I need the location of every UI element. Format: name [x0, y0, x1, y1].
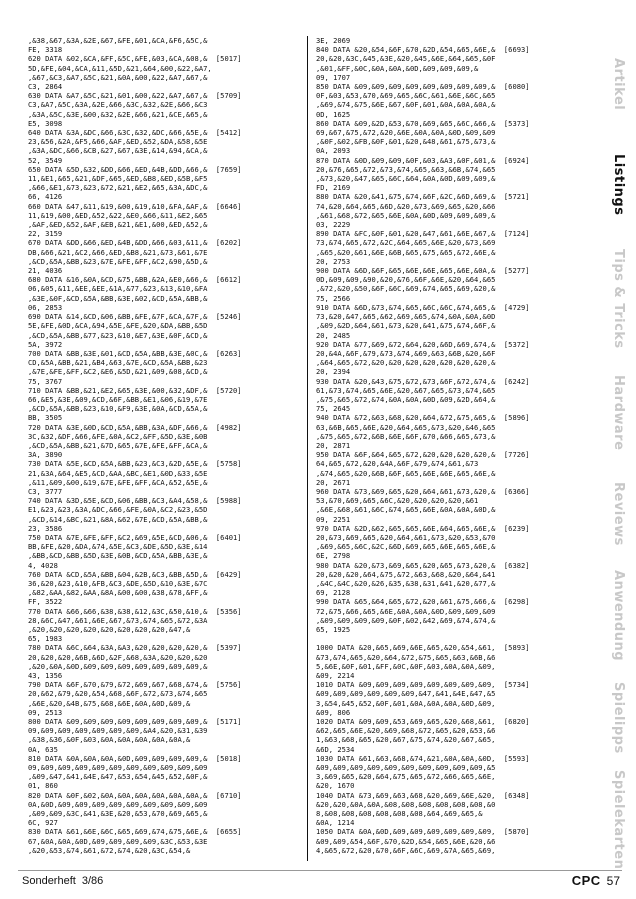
section-tab-tips-tricks: Tips & Tricks: [596, 240, 626, 358]
section-tab-reviews: Reviews: [596, 468, 626, 560]
brand-logo: CPC: [571, 873, 601, 888]
basic-data-listing-left: ,&38,&67,&3A,&2E,&67,&FE,&01,&CA,&F6,&5C,& FE, 3318 620 DATA &02,&CA,&FF,&5C,&FE,&03,&CA,&08,& [5017] 5D,&FE,&04,&CA,&11,&5D,&21,&64,&00,&22,&A7, ,&67,&C3,&A7,&5C,&21,&0A,&00,&22,&A7,&67,& C3, 2864 630 DATA &A7,&5C,&21,&01,&00,&22,&A7,&67,& [5709] C3,&A7,&5C,&3A,&2E,&66,&3C,&32,&2E,&66,&C3 ,&3A,&5C,&3E,&00,&32,&2E,&66,&21,&CE,&65,& E5, 3098 640 DATA &3A,&DC,&66,&3C,&32,&DC,&66,&5E,& [5412] 23,&56,&2A,&F5,&66,&AF,&ED,&52,&DA,&58,&5E ,&3A,&DC,&66,&CB,&27,&67,&3E,&14,&94,&CA,& 52, 3549 650 DATA &5D,&32,&DD,&66,&ED,&4B,&DD,&66,& [7659] 11,&E1,&65,&21,&DF,&65,&ED,&B8,&ED,&5B,&F5 ,&66,&E1,&73,&23,&72,&21,&E2,&65,&3A,&DC,& 66, 4126 660 DATA &47,&11,&19,&00,&19,&10,&FA,&AF,& [6646] 11,&19,&00,&ED,&52,&22,&E0,&66,&11,&E2,&65 ,&AF,&ED,&52,&AF,&EB,&21,&E1,&00,&ED,&52,& 22, 3159 670 DATA &DD,&66,&ED,&4B,&DD,&66,&03,&11,& [6202] DB,&66,&21,&C2,&66,&ED,&B8,&21,&73,&61,&7E ,&CD,&5A,&BB,&23,&7E,&FE,&FF,&C2,&90,&5D,& 21, 4036 680 DATA &16,&0A,&CD,&75,&BB,&2A,&E0,&66,& [6612] 06,&05,&11,&EE,&EE,&1A,&77,&23,&13,&10,&FA ,&3E,&0F,&CD,&5A,&BB,&3E,&02,&CD,&5A,&BB,& 06, 2853 690 DATA &14,&CD,&06,&BB,&FE,&7F,&CA,&7F,& [5246] 5E,&FE,&0D,&CA,&94,&5E,&FE,&20,&DA,&BB,&5D ,&CD,&5A,&BB,&77,&23,&10,&E7,&3E,&0F,&CD,& 5A, 3972 700 DATA &BB,&3E,&01,&CD,&5A,&BB,&3E,&0C,& [6263] CD,&5A,&BB,&21,&B4,&63,&7E,&CD,&5A,&BB,&23 ,&7E,&FE,&FF,&C2,&E6,&5D,&21,&09,&08,&CD,& 75, 3767 710 DATA &BB,&21,&E2,&65,&3E,&00,&32,&DF,& [5720] 66,&E5,&3E,&09,&CD,&6F,&BB,&E1,&06,&19,&7E ,&CD,&5A,&BB,&23,&10,&F9,&3E,&0A,&CD,&5A,& BB, 3505 720 DATA &3E,&0D,&CD,&5A,&BB,&3A,&DF,&66,& [4982] 3C,&32,&DF,&66,&FE,&0A,&C2,&FF,&5D,&3E,&0B ,&CD,&5A,&BB,&21,&7D,&65,&7E,&FE,&FF,&CA,& 3A, 3890 730 DATA &5E,&CD,&5A,&BB,&23,&C3,&2D,&5E,& [5758] 21,&3A,&64,&E5,&CD,&AA,&BC,&E1,&0D,&33,&5E ,&11,&09,&00,&19,&7E,&FE,&FF,&CA,&52,&5E,& C3, 3777 740 DATA &3D,&5E,&CD,&06,&BB,&C3,&A4,&58,& [5988] E1,&23,&23,&3A,&DC,&66,&FE,&0A,&C2,&23,&5D ,&CD,&14,&BC,&21,&8A,&62,&7E,&CD,&5A,&BB,& 23, 3586 750 DATA &7E,&FE,&FF,&C2,&69,&5E,&CD,&06,& [6401] BB,&FE,&20,&DA,&74,&5E,&C3,&DE,&5D,&3E,&14 ,&BB,&CD,&BB,&5D,&3E,&0B,&CD,&5A,&BB,&3E,& 4, 4028 760 DATA &CD,&5A,&BB,&04,&2B,&C3,&BB,&5D,& [6429] 36,&20,&23,&10,&FB,&C3,&DE,&5D,&10,&3E,&7C ,&82,&AA,&82,&AA,&8A,&00,&00,&38,&78,&FF,& FF, 3522 770 DATA &66,&66,&38,&38,&12,&3C,&50,&10,& [5356] 28,&6C,&47,&61,&6E,&67,&73,&74,&65,&72,&3A ,&20,&20,&20,&20,&20,&20,&20,&20,&47,& 65, 1983 780 DATA &6C,&64,&3A,&A3,&20,&20,&20,&20,& [5397] 20,&20,&20,&6B,&6D,&2F,&68,&3A,&20,&20,&20 ,&20,&0A,&0D,&09,&09,&09,&09,&09,&09,&09,& 43, 1356 790 DATA &6F,&70,&79,&72,&69,&67,&68,&74,& [5756] 20,&62,&79,&20,&54,&68,&6F,&72,&73,&74,&65 ,&6E,&20,&4B,&75,&68,&6E,&0A,&0D,&09,& 09, 2513 800 DATA &09,&09,&09,&09,&09,&09,&09,&09,& [5171] 09,&09,&09,&09,&09,&09,&09,&A4,&20,&31,&39 ,&38,&36,&0F,&03,&0A,&0A,&0A,&0A,&0A,& 0A, 635 810 DATA &0A,&0A,&0A,&0D,&09,&09,&09,&09,& [5018] 09,&09,&09,&09,&09,&09,&09,&09,&09,&09,&09 ,&09,&47,&41,&4E,&47,&53,&54,&45,&52,&0F,& 01, 860 820 DATA &0F,&02,&0A,&0A,&0A,&0A,&0A,&0A,& [6710] 0A,&0D,&09,&09,&09,&09,&09,&09,&09,&09,&09 ,&09,&09,&3C,&41,&3E,&20,&53,&70,&69,&65,& 6C, 927 830 DATA &61,&6E,&6C,&65,&69,&74,&75,&6E,& [6655] 67,&0A,&0A,&0D,&09,&09,&09,&09,&3C,&53,&3E ,&20,&53,&74,&61,&72,&74,&20,&3C,&54,&: [28, 36, 242, 855]
column-divider: [307, 36, 308, 861]
section-tab-artikel: Artikel: [596, 38, 626, 130]
section-tab-listings: Listings: [596, 136, 626, 234]
page-number: 57: [606, 874, 620, 888]
section-tabs-sidebar: [594, 38, 628, 868]
footer-page-info: [572, 873, 620, 888]
listing-column-right: [316, 36, 595, 861]
listing-column-left: [28, 36, 307, 861]
footer-publication: [22, 875, 103, 887]
publication-name: Sonderheft: [22, 875, 76, 887]
issue-number: 3/86: [81, 875, 104, 887]
section-tab-spielekarten: Spielekarten: [596, 770, 626, 868]
section-tab-anwendung: Anwendung: [596, 566, 626, 666]
section-tab-spielipps: Spielipps: [596, 672, 626, 764]
basic-data-listing-right: 3E, 2069 840 DATA &20,&54,&6F,&70,&2D,&54,&65,&6E,& [6693] 20,&20,&3C,&45,&3E,&20,&45,&6E,&64,&65,&0F ,&01,&FF,&0C,&0A,&0A,&0D,&09,&09,&09,& 09, 1707 850 DATA &09,&09,&09,&09,&09,&09,&09,&09,& [6080] 0F,&03,&53,&70,&69,&65,&6C,&61,&6E,&6C,&65 ,&69,&74,&75,&6E,&67,&0F,&01,&0A,&0A,&0A,& 0D, 1625 860 DATA &09,&2D,&53,&70,&69,&65,&6C,&66,& [5373] 69,&67,&75,&72,&20,&6E,&0A,&0A,&0D,&09,&09 ,&0F,&02,&FB,&0F,&01,&20,&48,&61,&75,&73,& 0A, 2093 870 DATA &0D,&09,&09,&0F,&03,&A3,&0F,&01,& [6924] 20,&76,&65,&72,&73,&74,&65,&63,&6B,&74,&65 ,&73,&20,&47,&65,&6C,&64,&0A,&0D,&09,&09,& FD, 2169 880 DATA &20,&41,&75,&74,&6F,&2C,&6D,&69,& [5721] 74,&20,&64,&65,&6D,&20,&73,&69,&65,&20,&66 ,&61,&68,&72,&65,&6E,&0A,&0D,&09,&09,&09,& 03, 2229 890 DATA &FC,&0F,&01,&20,&47,&61,&6E,&67,& [7124] 73,&74,&65,&72,&2C,&64,&65,&6E,&20,&73,&69 ,&65,&20,&61,&6E,&6B,&65,&75,&65,&72,&6E,& 20, 2753 900 DATA &6D,&6F,&65,&6E,&6E,&65,&6E,&0A,& [5277] 0D,&09,&09,&90,&20,&76,&6F,&6E,&20,&64,&65 ,&72,&20,&50,&6F,&6C,&69,&74,&65,&69,&20,& 75, 2566 910 DATA &6D,&73,&74,&65,&6C,&6C,&74,&65,& [4729] 73,&20,&47,&65,&62,&69,&65,&74,&0A,&0A,&0D ,&09,&2D,&64,&61,&73,&20,&41,&75,&74,&6F,& 20, 2485 920 DATA &77,&69,&72,&64,&20,&6D,&69,&74,& [5372] 20,&4A,&6F,&79,&73,&74,&69,&63,&6B,&20,&6F ,&64,&65,&72,&20,&20,&20,&20,&20,&20,&20,& 20, 2394 930 DATA &20,&43,&75,&72,&73,&6F,&72,&74,& [6242] 61,&73,&74,&65,&6E,&20,&67,&65,&73,&74,&65 ,&75,&65,&72,&74,&0A,&0A,&0D,&09,&2D,&64,& 75, 2645 940 DATA &72,&63,&68,&20,&64,&72,&75,&65,& [5896] 63,&6B,&65,&6E,&20,&64,&65,&73,&20,&46,&65 ,&75,&65,&72,&6B,&6E,&6F,&70,&66,&65,&73,& 20, 2871 950 DATA &6F,&64,&65,&72,&20,&20,&20,&20,& [7726] 64,&65,&72,&20,&4A,&6F,&79,&74,&61,&73 ,&74,&65,&20,&6B,&6F,&65,&6E,&6E,&65,&6E,& 20, 2671 960 DATA &73,&69,&65,&20,&64,&61,&73,&20,& [6366] 53,&70,&69,&65,&6C,&20,&20,&20,&20,&61 ,&6E,&68,&61,&6C,&74,&65,&6E,&0A,&0A,&0D,& 09, 2251 970 DATA &2D,&62,&65,&65,&6E,&64,&65,&6E,& [6239] 20,&73,&69,&65,&20,&64,&61,&73,&20,&53,&70 ,&69,&65,&6C,&2C,&6D,&69,&65,&6E,&65,&6E,& 6E, 2798 980 DATA &20,&73,&69,&65,&20,&65,&73,&20,& [6382] 20,&20,&20,&64,&75,&72,&63,&68,&20,&64,&41 ,&4C,&4C,&20,&26,&35,&38,&31,&41,&20,&77,& 69, 2128 990 DATA &65,&64,&65,&72,&20,&61,&75,&66,& [6298] 72,&75,&66,&65,&6E,&0A,&0A,&0D,&09,&09,&09 ,&09,&09,&09,&09,&0F,&02,&42,&69,&74,&74,& 65, 1925 1000 DATA &20,&65,&69,&6E,&65,&20,&54,&61, [5893] &73,&74,&65,&20,&64,&72,&75,&65,&63,&6B,&6 5,&6E,&0F,&01,&FF,&0C,&0F,&03,&0A,&0A,&09, &09, 2214 1010 DATA &09,&09,&09,&09,&09,&09,&09,&09, [5734] &09,&09,&09,&09,&09,&09,&47,&41,&4E,&47,&5 3,&54,&45,&52,&0F,&01,&0A,&0A,&0A,&0D,&09, &09, 806 1020 DATA &09,&09,&53,&69,&65,&20,&68,&61, [6820] &62,&65,&6E,&20,&69,&68,&72,&65,&20,&53,&6 1,&63,&68,&65,&20,&67,&75,&74,&20,&67,&65, &6D, 2534 1030 DATA &61,&63,&68,&74,&21,&0A,&0A,&0D, [5593] &09,&09,&09,&09,&09,&09,&09,&09,&09,&09,&5 3,&69,&65,&20,&64,&75,&65,&72,&66,&65,&6E, &20, 1670 1040 DATA &73,&69,&63,&68,&20,&69,&6E,&20, [6348] &20,&20,&0A,&0A,&08,&08,&08,&08,&08,&08,&0 8,&08,&08,&08,&08,&08,&08,&64,&69,&65,& &0A, 1214 1050 DATA &0A,&0D,&09,&09,&09,&09,&09,&09, [5870] &09,&09,&54,&6F,&70,&2D,&54,&65,&6E,&20,&6 4,&65,&72,&20,&70,&6F,&6C,&69,&7A,&65,&69,: [316, 36, 530, 855]
section-tab-hardware: Hardware: [596, 364, 626, 462]
page-footer: [18, 870, 622, 889]
